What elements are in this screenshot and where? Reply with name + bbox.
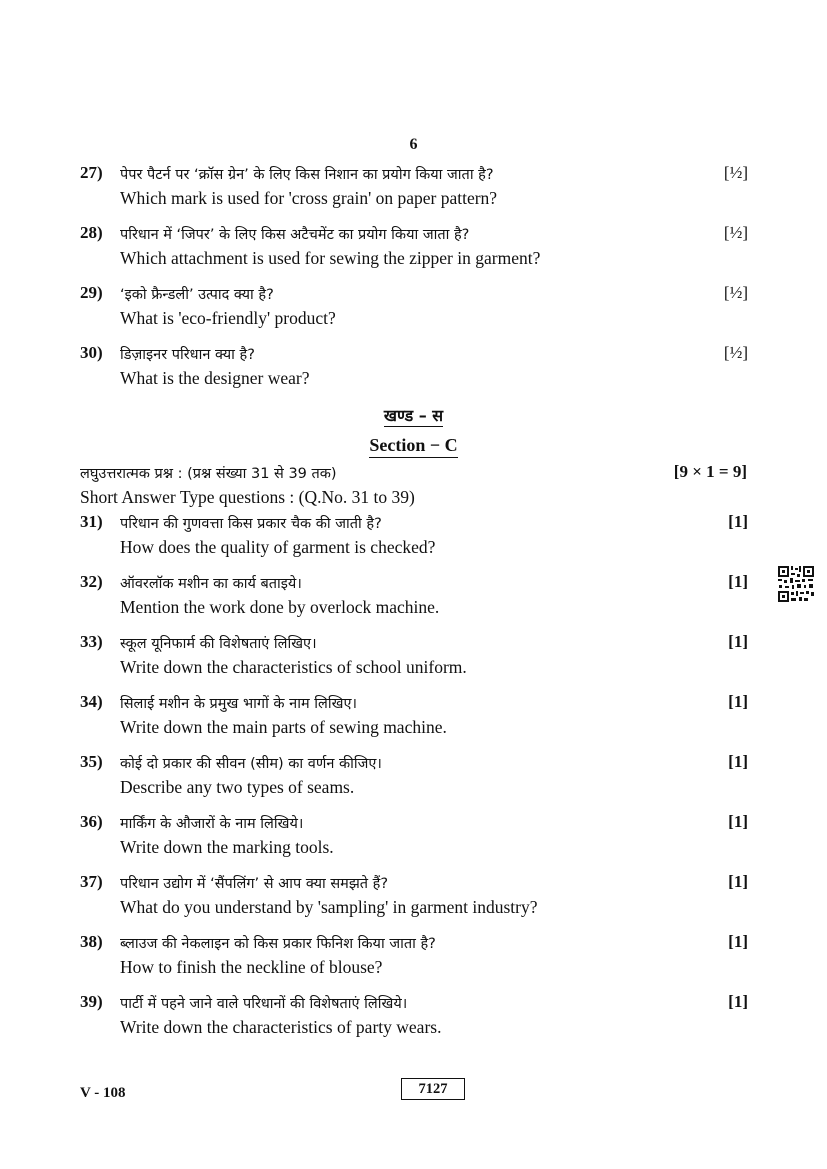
question-marks: [½] bbox=[723, 343, 748, 362]
question-english: What is the designer wear? bbox=[120, 368, 310, 388]
question-hindi: मार्किंग के औजारों के नाम लिखिये। bbox=[120, 816, 304, 832]
question-hindi: ब्लाउज की नेकलाइन को किस प्रकार फिनिश किया जाता है? bbox=[120, 936, 436, 952]
section-total-marks: [9 × 1 = 9] bbox=[673, 462, 747, 481]
question-english: Describe any two types of seams. bbox=[120, 777, 355, 797]
booklet-code-box: 7127 bbox=[401, 1078, 465, 1100]
question-number: 37) bbox=[80, 872, 103, 891]
question-number: 29) bbox=[80, 283, 103, 302]
question-hindi: स्कूल यूनिफार्म की विशेषताएं लिखिए। bbox=[120, 636, 317, 652]
question-number: 27) bbox=[80, 163, 103, 182]
question-hindi: परिधान की गुणवत्ता किस प्रकार चैक की जाती है? bbox=[120, 516, 382, 532]
section-title-english: Section − C bbox=[369, 435, 457, 458]
question-english: What is 'eco-friendly' product? bbox=[120, 308, 336, 328]
question-number: 35) bbox=[80, 752, 103, 771]
question-english: Write down the marking tools. bbox=[120, 837, 334, 857]
section-instruction-hindi: लघुउत्तरात्मक प्रश्न : (प्रश्न संख्या 31 से 39 तक) bbox=[80, 466, 337, 482]
question-hindi: कोई दो प्रकार की सीवन (सीम) का वर्णन कीजिए। bbox=[120, 756, 382, 772]
question-number: 31) bbox=[80, 512, 103, 531]
section-heading-english bbox=[0, 435, 827, 456]
question-hindi: परिधान में ‘जिपर’ के लिए किस अटैचमेंट का प्रयोग किया जाता है? bbox=[120, 227, 470, 243]
paper-code: V - 108 bbox=[80, 1085, 126, 1101]
question-hindi: डिज़ाइनर परिधान क्या है? bbox=[120, 347, 255, 363]
question-hindi: ‘इको फ्रैन्डली’ उत्पाद क्या है? bbox=[120, 287, 274, 303]
question-english: How does the quality of garment is checked? bbox=[120, 537, 436, 557]
question-hindi: पार्टी में पहने जाने वाले परिधानों की विशेषताएं लिखिये। bbox=[120, 996, 408, 1012]
question-english: Which attachment is used for sewing the zipper in garment? bbox=[120, 248, 541, 268]
question-hindi: ऑवरलॉक मशीन का कार्य बताइये। bbox=[120, 576, 302, 592]
question-number: 32) bbox=[80, 572, 103, 591]
question-marks: [½] bbox=[723, 223, 748, 242]
question-english: How to finish the neckline of blouse? bbox=[120, 957, 383, 977]
question-marks: [1] bbox=[728, 812, 748, 831]
section-title-hindi: खण्ड – स bbox=[383, 406, 444, 425]
question-hindi: पेपर पैटर्न पर ‘क्रॉस ग्रेन’ के लिए किस निशान का प्रयोग किया जाता है? bbox=[120, 167, 494, 183]
section-heading-hindi bbox=[0, 404, 827, 426]
question-marks: [½] bbox=[723, 163, 748, 182]
question-marks: [1] bbox=[728, 872, 748, 891]
question-english: Write down the main parts of sewing machine. bbox=[120, 717, 447, 737]
question-marks: [1] bbox=[728, 692, 748, 711]
question-number: 39) bbox=[80, 992, 103, 1011]
question-english: Write down the characteristics of school uniform. bbox=[120, 657, 467, 677]
question-marks: [1] bbox=[728, 632, 748, 651]
question-marks: [1] bbox=[728, 992, 748, 1011]
qr-code-icon bbox=[777, 565, 815, 603]
question-number: 36) bbox=[80, 812, 103, 831]
question-number: 38) bbox=[80, 932, 103, 951]
section-instruction-english: Short Answer Type questions : (Q.No. 31 to 39) bbox=[80, 487, 415, 507]
page-number: 6 bbox=[409, 136, 418, 153]
question-number: 33) bbox=[80, 632, 103, 651]
question-english: Which mark is used for 'cross grain' on paper pattern? bbox=[120, 188, 498, 208]
question-hindi: सिलाई मशीन के प्रमुख भागों के नाम लिखिए। bbox=[120, 696, 357, 712]
question-english: What do you understand by 'sampling' in garment industry? bbox=[120, 897, 538, 917]
question-marks: [½] bbox=[723, 283, 748, 302]
question-marks: [1] bbox=[728, 512, 748, 531]
question-hindi: परिधान उद्योग में ‘सैंपलिंग’ से आप क्या समझते हैं? bbox=[120, 876, 389, 892]
question-marks: [1] bbox=[728, 752, 748, 771]
question-english: Write down the characteristics of party wears. bbox=[120, 1017, 442, 1037]
question-number: 28) bbox=[80, 223, 103, 242]
question-english: Mention the work done by overlock machine. bbox=[120, 597, 440, 617]
question-marks: [1] bbox=[728, 572, 748, 591]
question-number: 34) bbox=[80, 692, 103, 711]
question-number: 30) bbox=[80, 343, 103, 362]
question-marks: [1] bbox=[728, 932, 748, 951]
